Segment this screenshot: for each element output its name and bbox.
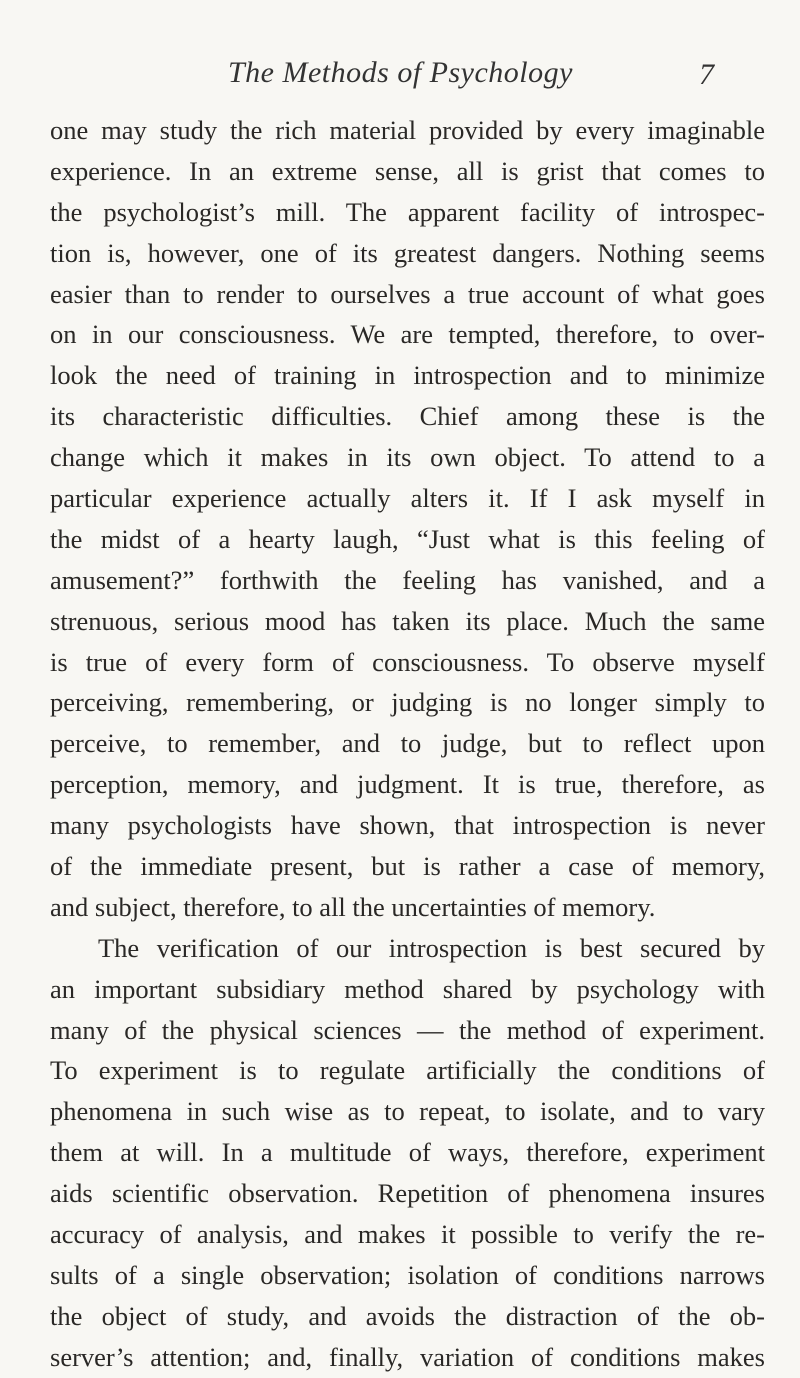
text-line: strenuous, serious mood has taken its place. Much the same [50,605,765,636]
text-line: one may study the rich material provided by every imaginable [50,115,765,145]
text-line: accuracy of analysis, and makes it possible to verify the re- [50,1219,765,1250]
text-line: look the need of training in introspection and to minimize [50,360,765,391]
text-line: easier than to render to ourselves a true account of what goes [50,278,765,309]
text-line: and subject, therefore, to all the uncertainties of memory. [50,891,656,922]
text-line: perception, memory, and judgment. It is true, therefore, as [50,769,765,800]
body-text [50,110,765,1378]
text-line: perceiving, remembering, or judging is no longer simply to [50,687,765,718]
text-line: its characteristic difficulties. Chief among these is the [50,401,765,432]
text-line: many psychologists have shown, that introspection is never [50,810,765,841]
text-line: on in our consciousness. We are tempted, therefore, to over- [50,319,765,350]
running-header [0,56,800,96]
text-line: them at will. In a multitude of ways, therefore, experiment [50,1137,765,1168]
text-line: The verification of our introspection is best secured by [98,932,765,963]
text-line: change which it makes in its own object. To attend to a [50,442,765,473]
text-line: aids scientific observation. Repetition of phenomena insures [50,1178,765,1209]
text-line: an important subsidiary method shared by psychology with [50,973,765,1004]
text-line: amusement?” forthwith the feeling has vanished, and a [50,564,765,595]
text-line: many of the physical sciences — the method of experiment. [50,1014,765,1045]
text-line: experience. In an extreme sense, all is grist that comes to [50,155,765,186]
text-line: sults of a single observation; isolation of conditions narrows [50,1259,765,1290]
text-line: the psychologist’s mill. The apparent facility of introspec- [50,196,765,227]
text-line: is true of every form of consciousness. To observe myself [50,646,765,677]
text-line: perceive, to remember, and to judge, but to reflect upon [50,728,765,759]
text-line: particular experience actually alters it. If I ask myself in [50,483,765,514]
text-line: tion is, however, one of its greatest dangers. Nothing seems [50,237,765,268]
running-title: The Methods of Psychology [228,56,573,89]
text-line: phenomena in such wise as to repeat, to isolate, and to vary [50,1096,765,1127]
page-number: 7 [699,58,714,91]
text-line: the midst of a hearty laugh, “Just what is this feeling of [50,523,765,554]
text-line: the object of study, and avoids the distraction of the ob- [50,1300,765,1331]
text-line: of the immediate present, but is rather a case of memory, [50,851,765,882]
text-line: server’s attention; and, finally, variation of conditions makes [50,1341,765,1372]
text-line: To experiment is to regulate artificially the conditions of [50,1055,765,1086]
